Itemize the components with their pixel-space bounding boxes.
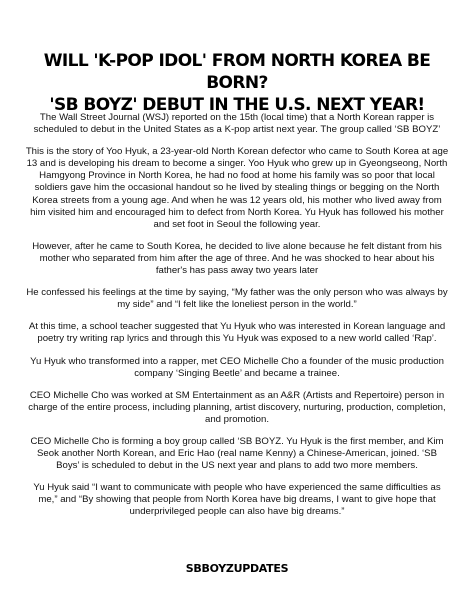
paragraph-quote: Yu Hyuk said “I want to communicate with people who have experienced the same difficulties as me,” and “By showing that people from North Korea have big dreams, I want to give hope that underprivileged people can also have big dreams.”	[33, 482, 441, 518]
paragraph-living-alone: However, after he came to South Korea, he decided to live alone because he felt distant from his mother who separated from him after the age of three. And he was shocked to hear about his father's has pass away two years later	[32, 240, 442, 277]
paragraph-became-trainee: Yu Hyuk who transformed into a rapper, met CEO Michelle Cho a founder of the music production company ‘Singing Beetle’ and became a trainee.	[30, 355, 444, 379]
paragraph-yoo-hyuk-story: This is the story of Yoo Hyuk, a 23-year-old North Korean defector who came to South Korea at age 13 and is developing his dream to become a singer. Yoo Hyuk who grew up in Gyeongseong, North Hamgyong Province in North Korea, he had no food at home his family was so poor that local soldiers gave him the occasional handout so he lived by stealing things or begging on the North Korea streets from a young age. And when he was 12 years old, his mother who lived away from him visited him and encouraged him to defect from North Korea. Yu Hyuk has followed his mother and set foot in Seoul the following year.	[25, 146, 449, 230]
footer-credit: SBBOYZUPDATES	[185, 562, 289, 575]
paragraph-group-members: CEO Michelle Cho is forming a boy group called ‘SB BOYZ. Yu Hyuk is the first member, and Kim Seok another North Korean, and Eric Hao (real name Kenny) a Chinese-American, joined. ‘SB Boys’ is scheduled to debut in the US next year and plans to add two more members.	[30, 435, 444, 472]
article-headline	[20, 50, 454, 116]
article-body	[24, 112, 450, 529]
paragraph-teacher-rap: At this time, a school teacher suggested that Yu Hyuk who was interested in Korean language and poetry try writing rap lyrics and through this Yu Hyuk was exposed to a new world called ‘Rap’.	[28, 321, 446, 345]
paragraph-ceo-background: CEO Michelle Cho was worked at SM Entertainment as an A&R (Artists and Repertoire) person in charge of the entire process, including planning, artist discovery, nurturing, production, completion, and promotion.	[28, 389, 446, 425]
headline-line-2: 'SB BOYZ' DEBUT IN THE U.S. NEXT YEAR!	[49, 95, 425, 115]
paragraph-confession: He confessed his feelings at the time by saying, “My father was the only person who was always by my side” and “I felt like the loneliest person in the world.”	[26, 287, 448, 311]
headline-line-1: WILL 'K-POP IDOL' FROM NORTH KOREA BE BORN?	[43, 51, 431, 93]
paragraph-wsj-report: The Wall Street Journal (WSJ) reported on the 15th (local time) that a North Korean rapper is scheduled to debut in the United States as a K-pop artist next year. The group called ‘SB BOYZ’	[33, 112, 441, 136]
